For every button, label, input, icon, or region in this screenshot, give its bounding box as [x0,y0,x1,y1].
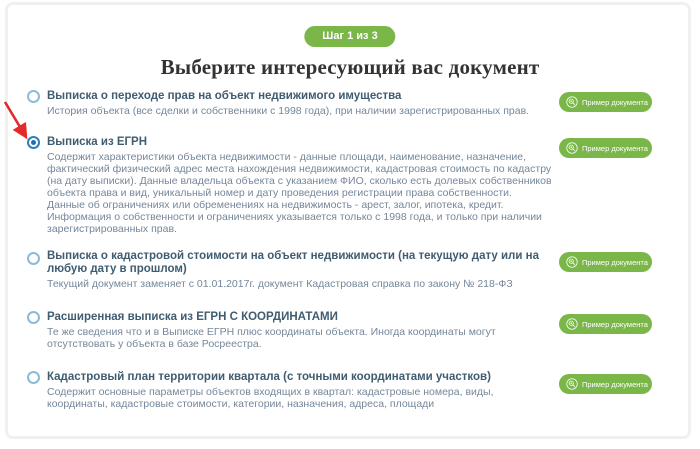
radio-option-5[interactable] [27,371,40,384]
sample-document-button-label: Пример документа [582,257,648,267]
radio-option-1[interactable] [27,90,40,103]
radio-option-3[interactable] [27,252,40,265]
option-description: Содержит характеристики объекта недвижимости - данные площади, наименование, назначение, фактический физический адрес места нахождения недвижимости, кадастровая стоимость по кадастру (на дату выписки). Данные владельца объекта с указанием ФИО, сколько есть долевых собственников объекта права и вид, уникальный номер и дату проведения регистрации права собственности. Данные об ограничениях или обременениях на недвижимость - арест, залог, ипотека, кредит. Информация о собственности и ограничениях указывается только с 1998 года, и только при наличии зарегистрированных прав. [47,151,552,235]
zoom-in-magnifier-icon [566,96,578,108]
zoom-in-magnifier-icon [566,256,578,268]
option-description: Текущий документ заменяет с 01.01.2017г. документ Кадастровая справка по закону № 218-ФЗ [47,278,513,290]
option-description: Те же сведения что и в Выписке ЕГРН плюс координаты объекта. Иногда координаты могут отсутствовать у объекта в базе Росреестра. [47,326,496,350]
zoom-in-magnifier-icon [566,318,578,330]
zoom-in-magnifier-icon [566,378,578,390]
sample-document-button[interactable] [559,314,652,334]
radio-option-4[interactable] [27,311,40,324]
option-row-kadastrovy-plan [0,371,700,410]
option-row-perehod-prav [0,90,700,117]
zoom-in-magnifier-icon [566,142,578,154]
sample-document-button-label: Пример документа [582,143,648,153]
sample-document-button[interactable] [559,92,652,112]
option-title[interactable]: Выписка из ЕГРН [47,136,148,148]
sample-document-button[interactable] [559,252,652,272]
option-row-vypiska-egrn [0,136,700,235]
page-title: Выберите интересующий вас документ [160,55,540,79]
option-title[interactable]: Выписка о кадастровой стоимости на объект недвижимости (на текущую дату или на любую дату в прошлом) [47,250,539,275]
option-title[interactable]: Выписка о переходе прав на объект недвижимого имущества [47,90,402,102]
sample-document-button[interactable] [559,138,652,158]
option-description: История объекта (все сделки и собственники с 1998 года), при наличии зарегистрированных прав. [47,105,530,117]
option-title[interactable]: Расширенная выписка из ЕГРН С КООРДИНАТАМИ [47,311,338,323]
sample-document-button-label: Пример документа [582,379,648,389]
radio-option-2[interactable] [27,136,40,149]
sample-document-button-label: Пример документа [582,97,648,107]
option-title[interactable]: Кадастровый план территории квартала (с точными координатами участков) [47,371,491,383]
sample-document-button[interactable] [559,374,652,394]
option-row-rasshirennaya-vypiska [0,311,700,350]
sample-document-button-label: Пример документа [582,319,648,329]
option-row-kadastrovaya-stoimost [0,250,700,290]
option-description: Содержит основные параметры объектов входящих в квартал: кадастровые номера, виды, координаты, кадастровые стоимости, категории, назначения, адреса, площади [47,386,494,410]
step-badge: Шаг 1 из 3 [304,26,395,47]
